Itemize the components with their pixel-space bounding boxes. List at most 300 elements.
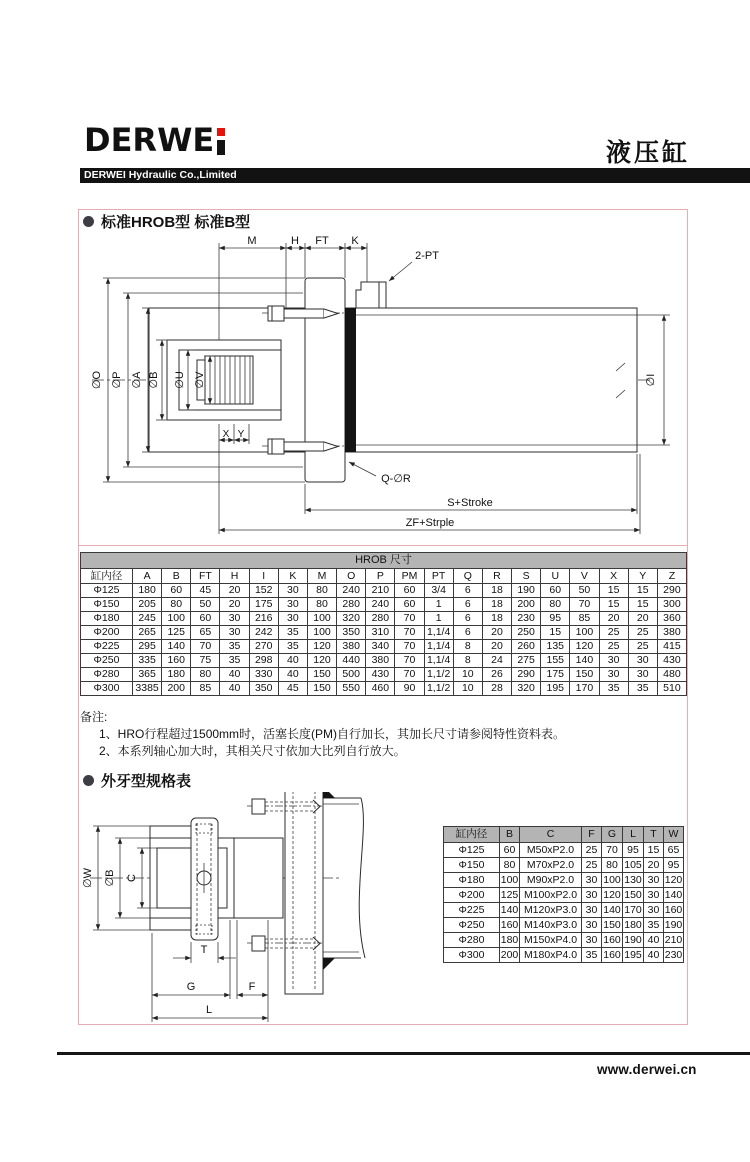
section-title-text: 外牙型规格表 xyxy=(101,773,192,790)
table-cell: 350 xyxy=(337,626,366,640)
table-cell: 30 xyxy=(628,654,657,668)
table-cell: 298 xyxy=(249,654,278,668)
table-cell: 80 xyxy=(191,668,220,682)
table-cell: 210 xyxy=(664,934,683,946)
table-cell: 242 xyxy=(249,626,278,640)
dim-label-y: Y xyxy=(237,429,245,440)
table-cell: 3/4 xyxy=(424,584,453,598)
table-cell: 140 xyxy=(500,904,519,916)
table-cell: 15 xyxy=(599,598,628,612)
table-cell: 25 xyxy=(582,843,602,858)
table-cell: M120xP3.0 xyxy=(520,903,582,918)
table-row xyxy=(81,640,687,654)
table-cell: 65 xyxy=(191,626,220,640)
section-title-thread xyxy=(83,770,191,791)
table-cell: 20 xyxy=(628,612,657,626)
table-cell: Φ125 xyxy=(444,843,500,858)
column-header: FT xyxy=(191,569,220,584)
table-cell: 170 xyxy=(570,682,599,696)
table-cell: 25 xyxy=(628,640,657,654)
table-cell: 20 xyxy=(220,584,249,598)
table-cell: 200 xyxy=(162,682,191,696)
table-row xyxy=(81,668,687,682)
column-header: Z xyxy=(657,569,686,584)
column-header: PM xyxy=(395,569,424,584)
table-cell: 90 xyxy=(395,682,424,696)
cylinder-tube xyxy=(345,308,637,452)
table-cell: 100 xyxy=(307,626,336,640)
table-cell: 155 xyxy=(541,654,570,668)
dim-label-t: T xyxy=(200,944,208,956)
table-cell: 100 xyxy=(500,874,519,886)
table-cell: 75 xyxy=(191,654,220,668)
table-cell: 50 xyxy=(570,584,599,598)
notes-label: 备注: xyxy=(80,710,108,724)
dim-label-dia-b: ∅B xyxy=(104,869,116,887)
table-cell: 28 xyxy=(482,682,511,696)
company-name: DERWEI Hydraulic Co.,Limited xyxy=(84,169,237,181)
table-cell: 160 xyxy=(603,934,621,946)
table-cell: 60 xyxy=(191,612,220,626)
table-cell: 180 xyxy=(162,668,191,682)
table-cell: 160 xyxy=(664,904,683,916)
table-cell: 290 xyxy=(512,668,541,682)
dim-label-zf: ZF+Strple xyxy=(405,517,455,529)
column-header: 缸内径 xyxy=(444,827,500,843)
table-cell: 125 xyxy=(162,626,191,640)
section-title-standard xyxy=(83,211,250,232)
table-cell: 160 xyxy=(162,654,191,668)
table-cell: 1 xyxy=(424,612,453,626)
table-cell: 380 xyxy=(657,626,686,640)
dim-label-dia-b: ∅B xyxy=(148,371,160,389)
table-cell: 25 xyxy=(582,858,602,873)
table-cell: 120 xyxy=(570,640,599,654)
column-header: L xyxy=(623,827,644,843)
table-row xyxy=(81,598,687,612)
table-row xyxy=(444,948,684,963)
table-cell: 10 xyxy=(453,682,482,696)
column-header: PT xyxy=(424,569,453,584)
table-cell: M70xP2.0 xyxy=(520,858,582,873)
table-title-row xyxy=(81,553,687,569)
column-header: Y xyxy=(628,569,657,584)
table-cell: 205 xyxy=(133,598,162,612)
table-cell: 280 xyxy=(366,612,395,626)
table-cell: 105 xyxy=(624,859,642,871)
table-cell: 60 xyxy=(395,584,424,598)
hrob-dimension-table xyxy=(80,552,687,696)
table-cell: 365 xyxy=(133,668,162,682)
table-cell: 85 xyxy=(191,682,220,696)
table-cell: 275 xyxy=(512,654,541,668)
table-cell: 6 xyxy=(453,626,482,640)
dim-label-dia-u: ∅U xyxy=(174,371,186,389)
dim-label-dia-w: ∅W xyxy=(82,868,94,888)
table-cell: 1,1/4 xyxy=(424,626,453,640)
table-cell: M140xP3.0 xyxy=(520,918,582,933)
table-cell: 18 xyxy=(482,598,511,612)
table-cell: 415 xyxy=(657,640,686,654)
column-header: G xyxy=(602,827,623,843)
table-cell: 50 xyxy=(191,598,220,612)
table-cell: 20 xyxy=(220,598,249,612)
table-cell: 1,1/4 xyxy=(424,654,453,668)
table-cell: 26 xyxy=(482,668,511,682)
table-cell: 70 xyxy=(395,640,424,654)
table-cell: 70 xyxy=(395,654,424,668)
table-cell: 180 xyxy=(133,584,162,598)
footer-url: www.derwei.cn xyxy=(597,1062,697,1077)
company-bar xyxy=(80,168,750,183)
table-cell: 1,1/4 xyxy=(424,640,453,654)
table-cell: 380 xyxy=(337,640,366,654)
dim-label-g: G xyxy=(186,981,196,993)
table-cell: 140 xyxy=(603,904,621,916)
table-cell: 35 xyxy=(278,626,307,640)
table-cell: 240 xyxy=(366,598,395,612)
table-cell: 30 xyxy=(644,888,664,903)
dim-label-dia-v: ∅V xyxy=(194,371,206,389)
column-header: 缸内径 xyxy=(81,569,133,584)
table-cell: 80 xyxy=(500,858,520,873)
table-row xyxy=(81,584,687,598)
table-cell: 80 xyxy=(541,598,570,612)
table-cell: 35 xyxy=(644,918,664,933)
table-cell: 30 xyxy=(628,668,657,682)
dim-label-dia-p: ∅P xyxy=(111,371,123,389)
table-cell: 230 xyxy=(664,949,683,961)
table-cell: 100 xyxy=(307,612,336,626)
dim-label-ft: FT xyxy=(315,235,329,247)
table-cell: 310 xyxy=(366,626,395,640)
column-header: V xyxy=(570,569,599,584)
table-header-row xyxy=(81,569,687,584)
table-cell: 80 xyxy=(307,598,336,612)
table-cell: 120 xyxy=(664,874,683,886)
table-cell: Φ225 xyxy=(444,903,500,918)
table-cell: M100xP2.0 xyxy=(520,888,582,903)
table-cell: 190 xyxy=(624,934,642,946)
table-cell: 20 xyxy=(482,640,511,654)
table-cell: 35 xyxy=(628,682,657,696)
table-cell: 280 xyxy=(337,598,366,612)
table-cell: 195 xyxy=(624,949,642,961)
table-cell: 330 xyxy=(249,668,278,682)
table-cell: 20 xyxy=(482,626,511,640)
table-row xyxy=(444,873,684,888)
table-cell: 15 xyxy=(541,626,570,640)
column-header: H xyxy=(220,569,249,584)
table-cell: 430 xyxy=(657,654,686,668)
table-cell: 140 xyxy=(162,640,191,654)
table-cell: 216 xyxy=(249,612,278,626)
table-cell: 175 xyxy=(249,598,278,612)
table-cell: 6 xyxy=(453,584,482,598)
column-header: U xyxy=(541,569,570,584)
table-cell: 100 xyxy=(603,874,621,886)
table-cell: 100 xyxy=(570,626,599,640)
table-cell: 80 xyxy=(307,584,336,598)
table-cell: 80 xyxy=(162,598,191,612)
table-cell: 30 xyxy=(582,918,602,933)
table-cell: 45 xyxy=(278,682,307,696)
table-cell: 8 xyxy=(453,640,482,654)
dim-label-qr: Q-∅R xyxy=(381,473,411,485)
column-header: M xyxy=(307,569,336,584)
table-cell: 30 xyxy=(582,903,602,918)
weld-mark-bottom xyxy=(323,958,335,970)
weld-mark-top xyxy=(323,792,335,798)
table-cell: 30 xyxy=(582,933,602,948)
mounting-plate xyxy=(285,792,323,994)
table-cell: 15 xyxy=(644,843,664,858)
column-header: C xyxy=(520,827,582,843)
table-cell: 265 xyxy=(133,626,162,640)
table-row xyxy=(81,654,687,668)
bullet-icon xyxy=(83,216,94,227)
cylinder-tube xyxy=(323,792,365,970)
table-cell: Φ280 xyxy=(81,668,133,682)
table-cell: 480 xyxy=(657,668,686,682)
table-cell: 150 xyxy=(570,668,599,682)
table-cell: 60 xyxy=(500,843,520,858)
column-header: A xyxy=(133,569,162,584)
column-header: I xyxy=(249,569,278,584)
table-cell: 120 xyxy=(307,654,336,668)
logo-red-dot-icon xyxy=(217,128,225,136)
table-cell: 8 xyxy=(453,654,482,668)
dim-label-x: X xyxy=(222,429,230,440)
dim-label-l: L xyxy=(205,1004,213,1016)
column-header: B xyxy=(500,827,520,843)
column-header: F xyxy=(582,827,602,843)
table-cell: 190 xyxy=(512,584,541,598)
table-cell: 240 xyxy=(337,584,366,598)
table-row xyxy=(444,933,684,948)
footer-divider xyxy=(57,1052,750,1055)
dim-label-k: K xyxy=(351,235,359,247)
table-cell: 30 xyxy=(278,612,307,626)
derwei-logo xyxy=(84,121,225,159)
table-cell: Φ225 xyxy=(81,640,133,654)
table-cell: 30 xyxy=(599,654,628,668)
note-item-2: 2、本系列轴心加大时，其相关尺寸依加大比列自行放大。 xyxy=(99,744,406,758)
hrob-cylinder-drawing xyxy=(78,230,688,545)
table-cell: 30 xyxy=(220,612,249,626)
break-line xyxy=(359,798,365,958)
table-cell: 210 xyxy=(366,584,395,598)
page-title: 液压缸 xyxy=(606,139,691,167)
table-row xyxy=(444,843,684,858)
table-cell: 40 xyxy=(220,668,249,682)
dim-label-m: M xyxy=(247,235,257,247)
table-cell: 380 xyxy=(366,654,395,668)
port-boss xyxy=(356,282,386,308)
table-cell: Φ125 xyxy=(81,584,133,598)
table-cell: 1 xyxy=(424,598,453,612)
table-cell: 175 xyxy=(541,668,570,682)
bullet-icon xyxy=(83,775,94,786)
callout-2pt xyxy=(389,250,439,281)
table-cell: 180 xyxy=(624,919,642,931)
table-cell: 95 xyxy=(541,612,570,626)
table-cell: 25 xyxy=(628,626,657,640)
table-cell: 30 xyxy=(278,598,307,612)
table-cell: Φ300 xyxy=(444,948,500,963)
table-row xyxy=(444,918,684,933)
table-cell: 18 xyxy=(482,612,511,626)
table-cell: 430 xyxy=(366,668,395,682)
table-cell: 35 xyxy=(220,654,249,668)
dim-label-2pt: 2-PT xyxy=(415,250,439,262)
table-cell: 70 xyxy=(395,626,424,640)
table-cell: 6 xyxy=(453,598,482,612)
column-header: R xyxy=(482,569,511,584)
table-cell: 40 xyxy=(278,668,307,682)
table-cell: 60 xyxy=(162,584,191,598)
table-cell: 40 xyxy=(278,654,307,668)
table-cell: 120 xyxy=(603,889,621,901)
table-cell: 150 xyxy=(603,919,621,931)
table-cell: Φ180 xyxy=(81,612,133,626)
table-cell: 1,1/2 xyxy=(424,682,453,696)
column-header: S xyxy=(512,569,541,584)
table-row xyxy=(81,612,687,626)
table-cell: 160 xyxy=(500,919,519,931)
table-cell: 70 xyxy=(570,598,599,612)
table-cell: Φ150 xyxy=(81,598,133,612)
column-header: X xyxy=(599,569,628,584)
table-cell: 35 xyxy=(582,948,602,963)
table-cell: 200 xyxy=(512,598,541,612)
column-header: T xyxy=(644,827,664,843)
table-cell: 320 xyxy=(512,682,541,696)
table-cell: 320 xyxy=(337,612,366,626)
table-cell: 190 xyxy=(664,919,683,931)
table-cell: 135 xyxy=(541,640,570,654)
table-header-row xyxy=(444,827,684,843)
table-cell: 70 xyxy=(395,668,424,682)
column-header: P xyxy=(366,569,395,584)
table-cell: M180xP4.0 xyxy=(520,948,582,963)
table-cell: 95 xyxy=(623,843,644,858)
table-cell: 95 xyxy=(664,858,684,873)
table-cell: 30 xyxy=(644,873,664,888)
table-row xyxy=(444,888,684,903)
table-cell: 20 xyxy=(599,612,628,626)
table-cell: 10 xyxy=(453,668,482,682)
table-cell: 15 xyxy=(628,598,657,612)
dimension-t xyxy=(173,942,236,963)
table-cell: 500 xyxy=(337,668,366,682)
column-header: O xyxy=(337,569,366,584)
table-cell: 550 xyxy=(337,682,366,696)
table-cell: 360 xyxy=(657,612,686,626)
table-cell: 25 xyxy=(599,640,628,654)
table-cell: 70 xyxy=(602,843,623,858)
table-cell: Φ250 xyxy=(81,654,133,668)
table-cell: 100 xyxy=(162,612,191,626)
table-cell: 15 xyxy=(599,584,628,598)
table-cell: M50xP2.0 xyxy=(520,843,582,858)
table-cell: Φ200 xyxy=(444,888,500,903)
table-cell: Φ180 xyxy=(444,873,500,888)
table-cell: 245 xyxy=(133,612,162,626)
table-cell: 35 xyxy=(278,640,307,654)
table-cell: Φ200 xyxy=(81,626,133,640)
table-cell: 120 xyxy=(307,640,336,654)
table-cell: M90xP2.0 xyxy=(520,873,582,888)
thread-type-drawing xyxy=(78,792,438,1025)
table-cell: 250 xyxy=(512,626,541,640)
table-cell: 85 xyxy=(570,612,599,626)
table-row xyxy=(444,858,684,873)
table-cell: 35 xyxy=(220,640,249,654)
table-cell: 152 xyxy=(249,584,278,598)
table-cell: 200 xyxy=(500,949,519,961)
dim-label-h: H xyxy=(291,235,299,247)
table-row xyxy=(444,903,684,918)
column-header: B xyxy=(162,569,191,584)
table-cell: 30 xyxy=(278,584,307,598)
table-cell: 350 xyxy=(249,682,278,696)
logo-text: DERWE xyxy=(84,121,215,159)
table-cell: 3385 xyxy=(133,682,162,696)
table-cell: 260 xyxy=(512,640,541,654)
table-cell: 290 xyxy=(657,584,686,598)
table-cell: 295 xyxy=(133,640,162,654)
dim-label-stroke: S+Stroke xyxy=(447,497,493,509)
table-cell: 170 xyxy=(624,904,642,916)
table-cell: 80 xyxy=(602,858,623,873)
note-item-1: 1、HRO行程超过1500mm时，活塞长度(PM)自行加长，其加长尺寸请参阅特性资料表。 xyxy=(99,727,566,741)
table-cell: 180 xyxy=(500,934,519,946)
table-cell: 60 xyxy=(395,598,424,612)
dim-label-dia-a: ∅A xyxy=(131,371,143,389)
table-cell: 340 xyxy=(366,640,395,654)
table-cell: Φ300 xyxy=(81,682,133,696)
table-cell: 270 xyxy=(249,640,278,654)
table-cell: 30 xyxy=(220,626,249,640)
thread-spec-table xyxy=(443,826,684,963)
table-cell: 150 xyxy=(624,889,642,901)
table-cell: 20 xyxy=(644,858,664,873)
table-cell: 6 xyxy=(453,612,482,626)
frame-divider xyxy=(78,545,688,546)
table-cell: 440 xyxy=(337,654,366,668)
table-cell: 24 xyxy=(482,654,511,668)
table-cell: 70 xyxy=(395,612,424,626)
column-header: K xyxy=(278,569,307,584)
table-cell: 40 xyxy=(220,682,249,696)
table-cell: 30 xyxy=(582,873,602,888)
table-cell: 150 xyxy=(307,682,336,696)
section-title-text: 标准HROB型 标准B型 xyxy=(101,214,251,231)
table-cell: 30 xyxy=(644,903,664,918)
hrob-table-title: HROB 尺寸 xyxy=(81,553,687,569)
table-cell: 510 xyxy=(657,682,686,696)
table-cell: 460 xyxy=(366,682,395,696)
table-cell: M150xP4.0 xyxy=(520,933,582,948)
table-cell: 195 xyxy=(541,682,570,696)
table-cell: 130 xyxy=(624,874,642,886)
table-cell: 35 xyxy=(599,682,628,696)
table-cell: 1,1/2 xyxy=(424,668,453,682)
table-cell: 65 xyxy=(664,843,684,858)
table-row xyxy=(81,626,687,640)
table-cell: 25 xyxy=(599,626,628,640)
